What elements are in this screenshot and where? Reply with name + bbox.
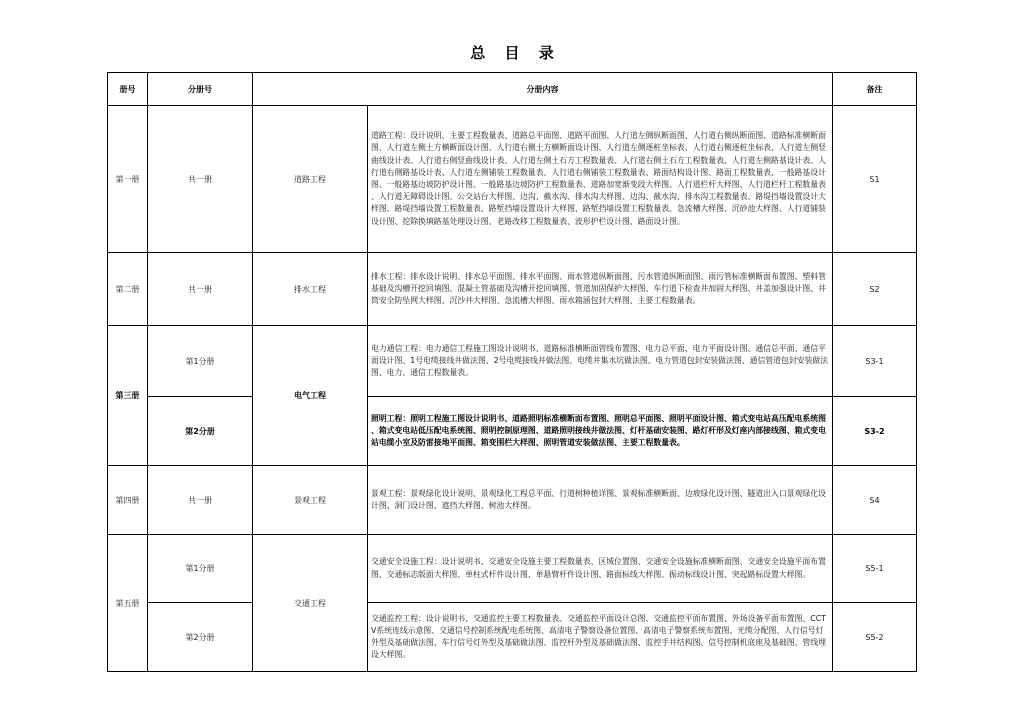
sub-volume-cell: 共一册: [148, 106, 253, 253]
remarks-cell: S3-2: [833, 397, 917, 466]
sub-volume-cell: 第2分册: [148, 603, 253, 672]
table-row: [108, 326, 917, 397]
header-remarks: 备注: [833, 73, 917, 106]
header-volume: 册号: [108, 73, 148, 106]
header-sub-volume: 分册号: [148, 73, 253, 106]
content-cell: 景观工程：景观绿化设计说明、景观绿化工程总平面、行道树种植详图、景观标准横断面、边坡绿化设计图、隧道出入口景观绿化设计图、洞门设计图、遮挡大样图、树池大样图。: [368, 466, 833, 535]
content-cell: 交通监控工程：设计说明书、交通监控主要工程数量表、交通监控平面设计总图、交通监控平面布置图、外场设备平面布置图、CCTV系统连线示意图、交通信号控制系统配电系统图、高清电子警察设备位置图、高清电子警察系统布置图、光缆分配图、人行信号灯外型及基础做法图、车行信号灯外型及基础做法图、监控杆外型及基础做法图、监控手井结构图、信号控制机底座及基础图、管线埋设大样图。: [368, 603, 833, 672]
table-row: [108, 603, 917, 672]
table-row: [108, 466, 917, 535]
category-cell: 排水工程: [253, 253, 368, 326]
category-cell: 景观工程: [253, 466, 368, 535]
header-row: [108, 73, 917, 106]
remarks-cell: S1: [833, 106, 917, 253]
table-row: [108, 535, 917, 603]
remarks-cell: S5-1: [833, 535, 917, 603]
content-cell: 交通安全设施工程：设计说明书、交通安全设施主要工程数量表、区域位置图、交通安全设施标准横断面图、交通安全设施平面布置图、交通标志版面大样图、单柱式杆件设计图、单悬臂杆件设计图、路面标线大样图、振动标线设计图、突起路标设置大样图。: [368, 535, 833, 603]
sub-volume-cell: 第1分册: [148, 326, 253, 397]
sub-volume-cell: 共一册: [148, 253, 253, 326]
content-cell: 电力通信工程：电力通信工程施工图设计说明书、道路标准横断面管线布置图、电力总平面、电力平面设计图、通信总平面、通信平面设计图、1号电缆接线井做法图、2号电缆接线井做法图、电缆井集水坑做法图、电力管道包封安装做法图、通信管道包封安装做法图、电力、通信工程数量表。: [368, 326, 833, 397]
category-cell: 道路工程: [253, 106, 368, 253]
content-cell: 排水工程：排水设计说明、排水总平面图、排水平面图、雨水管道纵断面图、污水管道纵断面图、雨污管标准横断面布置图、塑料管基础及沟槽开挖回填图、混凝土管基础及沟槽开挖回填图、管道加固保护大样图、车行道下检查井加固大样图、井盖加强设计图、井筒安全防坠网大样图、沉沙井大样图、急流槽大样图、雨水箱涵包封大样图、主要工程数量表。: [368, 253, 833, 326]
content-cell: 照明工程：照明工程施工图设计说明书、道路照明标准横断面布置图、照明总平面图、照明平面设计图、箱式变电站高压配电系统图、箱式变电站低压配电系统图、照明控制原理图、道路照明接线井做法图、灯杆基础安装图、路灯杆形及灯座内部接线图、箱式变电站电缆小室及防雷接地平面图、箱变围栏大样图、照明管道安装做法图、主要工程数量表。: [368, 397, 833, 466]
remarks-cell: S5-2: [833, 603, 917, 672]
page-title: 总 目 录: [470, 44, 561, 62]
table-row: [108, 253, 917, 326]
toc-table: [107, 72, 917, 672]
table-row: [108, 397, 917, 466]
volume-cell: 第五册: [108, 535, 148, 672]
sub-volume-cell: 第1分册: [148, 535, 253, 603]
category-cell: 电气工程: [253, 326, 368, 466]
content-cell: 道路工程：设计说明、主要工程数量表、道路总平面图、道路平面图、人行道左侧纵断面图、人行道右侧纵断面图、道路标准横断面图、人行道左侧土方横断面设计图、人行道右侧土方横断面设计图、人行道左侧逐桩坐标表、人行道右侧逐桩坐标表、人行道左侧竖曲线设计表、人行道右侧竖曲线设计表、人行道左侧土石方工程数量表、人行道右侧土石方工程数量表、人行道左侧路基设计表、人行道右侧路基设计表、人行道左侧铺装工程数量表、人行道右侧铺装工程数量表、路面结构设计图、路面工程数量表、一般路基设计图、一般路基边坡防护设计图、一般路基边坡防护工程数量表、道路加宽渐变段大样图、人行道栏杆大样图、人行道栏杆工程数量表、人行道无障碍设计图、公交站台大样图、边沟、截水沟、排水沟大样图、边沟、截水沟、排水沟工程数量表、路堤挡墙设置设计大样图、路堤挡墙设置工程数量表、路堑挡墙设置设计大样图、路堑挡墙设置工程数量表、急流槽大样图、沉砂池大样图、人行道铺装设计图、挖除换填路基处理设计图、老路改移工程数量表、波形护栏设计图、路面设计图。: [368, 106, 833, 253]
sub-volume-cell: 第2分册: [148, 397, 253, 466]
volume-cell: 第三册: [108, 326, 148, 466]
volume-cell: 第四册: [108, 466, 148, 535]
category-cell: 交通工程: [253, 535, 368, 672]
remarks-cell: S4: [833, 466, 917, 535]
table-row: [108, 106, 917, 253]
remarks-cell: S2: [833, 253, 917, 326]
volume-cell: 第二册: [108, 253, 148, 326]
sub-volume-cell: 共一册: [148, 466, 253, 535]
remarks-cell: S3-1: [833, 326, 917, 397]
header-content: 分册内容: [253, 73, 833, 106]
volume-cell: 第一册: [108, 106, 148, 253]
